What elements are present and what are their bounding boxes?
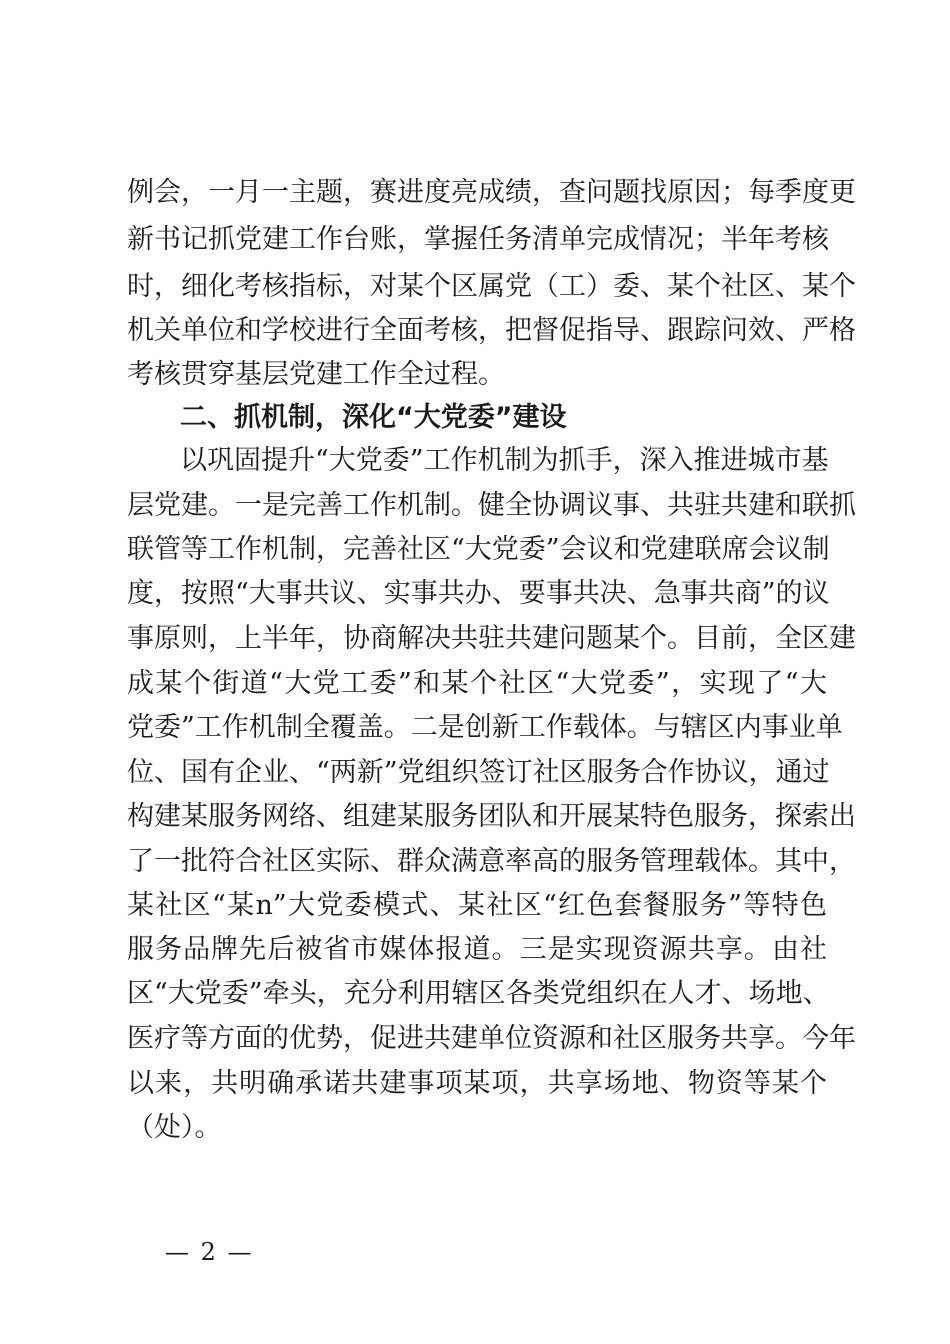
paragraph-1-line-5: 考核贯穿基层党建工作全过程。 xyxy=(127,359,505,390)
paragraph-2-line-11: 某社区“某n”大党委模式、某社区“红色套餐服务”等特色 xyxy=(127,890,827,921)
paragraph-2-line-16: （处）。 xyxy=(127,1112,222,1143)
paragraph-2-line-2: 层党建。一是完善工作机制。健全协调议事、共驻共建和联抓 xyxy=(127,490,856,521)
paragraph-2-line-14: 医疗等方面的优势，促进共建单位资源和社区服务共享。今年 xyxy=(127,1023,856,1054)
paragraph-2-line-5: 事原则，上半年，协商解决共驻共建问题某个。目前，全区建 xyxy=(127,623,856,654)
paragraph-2-line-6: 成某个街道“大党工委”和某个社区“大党委”，实现了“大 xyxy=(127,668,827,699)
paragraph-2-line-4: 度，按照“大事共议、实事共办、要事共决、急事共商”的议 xyxy=(127,578,830,609)
paragraph-2-line-13: 区“大党委”牵头，充分利用辖区各类党组织在人才、场地、 xyxy=(127,978,830,1009)
paragraph-2-line-1: 以巩固提升“大党委”工作机制为抓手，深入推进城市基 xyxy=(180,445,829,476)
paragraph-2-line-12: 服务品牌先后被省市媒体报道。三是实现资源共享。由社 xyxy=(127,934,827,965)
paragraph-1-line-2: 新书记抓党建工作台账，掌握任务清单完成情况；半年考核 xyxy=(127,224,829,255)
paragraph-1-line-4: 机关单位和学校进行全面考核，把督促指导、跟踪问效、严格 xyxy=(127,315,856,346)
paragraph-1-line-1: 例会，一月一主题，赛进度亮成绩，查问题找原因；每季度更 xyxy=(127,177,856,208)
paragraph-2-line-3: 联管等工作机制，完善社区“大党委”会议和党建联席会议制 xyxy=(127,534,830,565)
page-number: — 2 — xyxy=(165,1238,254,1266)
paragraph-2-line-15: 以来，共明确承诺共建事项某项，共享场地、物资等某个 xyxy=(127,1068,827,1099)
paragraph-1-line-3: 时，细化考核指标，对某个区属党（工）委、某个社区、某个 xyxy=(127,271,856,302)
section-heading: 二、抓机制，深化“大党委”建设 xyxy=(180,402,567,433)
paragraph-2-line-7: 党委”工作机制全覆盖。二是创新工作载体。与辖区内事业单 xyxy=(127,712,843,743)
paragraph-2-line-9: 构建某服务网络、组建某服务团队和开展某特色服务，探索出 xyxy=(127,801,856,832)
paragraph-2-line-8: 位、国有企业、“两新”党组织签订社区服务合作协议，通过 xyxy=(127,757,830,788)
paragraph-2-line-10: 了一批符合社区实际、群众满意率高的服务管理载体。其中， xyxy=(127,846,856,877)
